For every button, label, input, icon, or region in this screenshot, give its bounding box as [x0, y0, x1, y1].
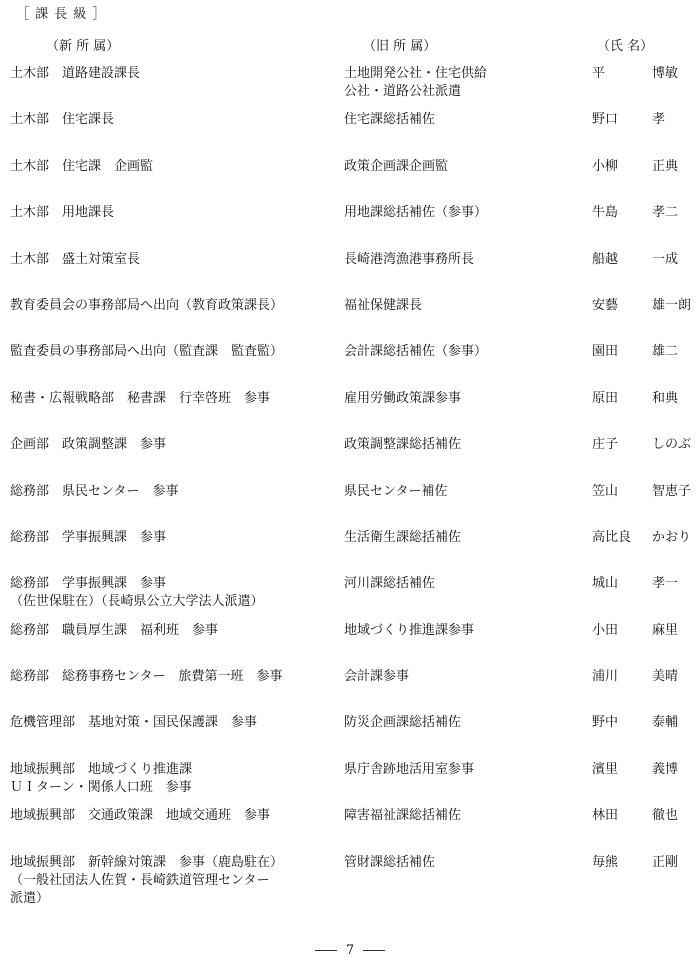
given-name: 孝一: [652, 576, 679, 592]
new-affiliation-line: 派遣）: [10, 890, 50, 906]
table-row: [0, 528, 700, 574]
new-affiliation: [10, 251, 335, 269]
new-affiliation: [10, 807, 335, 825]
new-affiliation-line: 総務部 総務事務センター 旅費第一班 参事: [10, 669, 283, 685]
old-affiliation-line: 福祉保健課長: [344, 297, 423, 313]
surname: 笠山: [592, 483, 619, 499]
new-affiliation-line: （一般社団法人佐賀・長崎鉄道管理センター: [10, 872, 270, 888]
old-affiliation: [344, 714, 584, 732]
old-affiliation-line: 用地課総括補佐（参事）: [344, 205, 488, 221]
given-name: 正剛: [652, 854, 679, 870]
new-affiliation-line: 危機管理部 基地対策・国民保護課 参事: [10, 715, 258, 731]
table-row: [0, 157, 700, 203]
new-affiliation-line: 土木部 道路建設課長: [10, 66, 141, 81]
table-row: [0, 110, 700, 156]
new-affiliation: [10, 761, 335, 797]
new-affiliation: [10, 714, 335, 732]
new-affiliation: [10, 483, 335, 501]
surname: 庄子: [592, 437, 619, 453]
surname: 浦川: [592, 669, 619, 685]
given-name: 和典: [652, 390, 679, 406]
old-affiliation-line: 会計課参事: [344, 669, 410, 685]
surname: 野中: [592, 715, 619, 731]
new-affiliation-line: 企画部 政策調整課 参事: [10, 437, 167, 453]
new-affiliation-line: 総務部 職員厚生課 福利班 参事: [10, 622, 219, 638]
new-affiliation-line: ＵＩターン・関係人口班 参事: [10, 779, 192, 795]
new-affiliation: [10, 111, 335, 129]
old-affiliation-line: 防災企画課総括補佐: [344, 715, 462, 731]
old-affiliation-line: 政策企画課企画監: [344, 158, 449, 174]
new-affiliation-line: 土木部 盛土対策室長: [10, 251, 141, 267]
given-name: 雄一朗: [652, 297, 692, 313]
old-affiliation: [344, 390, 584, 408]
new-affiliation: [10, 158, 335, 176]
table-row: [0, 621, 700, 667]
new-affiliation-line: 土木部 住宅課長: [10, 112, 115, 128]
given-name: 徹也: [652, 808, 679, 824]
header-new-affiliation: （新 所 属）: [46, 39, 120, 54]
given-name: 泰輔: [652, 715, 679, 731]
table-row: [0, 667, 700, 713]
old-affiliation: [344, 483, 584, 501]
table-row: [0, 853, 700, 906]
old-affiliation: [344, 436, 584, 454]
surname: 平: [592, 66, 606, 81]
old-affiliation-line: 県民センター補佐: [344, 483, 448, 499]
new-affiliation: [10, 436, 335, 454]
new-affiliation-line: 教育委員会の事務部局へ出向（教育政策課長）: [10, 297, 284, 313]
old-affiliation-line: 会計課総括補佐（参事）: [344, 344, 488, 360]
table-row: [0, 250, 700, 296]
surname: 濱里: [592, 761, 619, 777]
given-name: 雄二: [652, 344, 679, 360]
new-affiliation: [10, 854, 335, 908]
given-name: 孝二: [652, 205, 679, 221]
new-affiliation: [10, 575, 335, 611]
table-row: [0, 342, 700, 388]
personnel-table: [0, 64, 700, 906]
old-affiliation: [344, 65, 584, 101]
old-affiliation-line: 生活衛生課総括補佐: [344, 529, 462, 545]
given-name: かおり: [652, 529, 692, 545]
given-name: 義博: [652, 761, 679, 777]
table-row: [0, 482, 700, 528]
given-name: 一成: [652, 251, 679, 267]
old-affiliation-line: 住宅課総括補佐: [344, 112, 436, 128]
given-name: 麻里: [652, 622, 679, 638]
old-affiliation: [344, 297, 584, 315]
page-number: 7: [345, 943, 355, 958]
table-row: [0, 713, 700, 759]
table-row: [0, 296, 700, 342]
old-affiliation-line: 地域づくり推進課参事: [344, 622, 475, 638]
surname: 野口: [592, 112, 619, 128]
new-affiliation-line: （佐世保駐在）（長崎県公立大学法人派遣）: [10, 594, 264, 610]
section-title: ［ 課 長 級 ］: [16, 7, 107, 22]
old-affiliation-line: 管財課総括補佐: [344, 854, 436, 870]
new-affiliation-line: 地域振興部 新幹線対策課 参事（鹿島駐在）: [10, 854, 284, 870]
new-affiliation-line: 地域振興部 地域づくり推進課: [10, 761, 193, 777]
old-affiliation-line: 土地開発公社・住宅供給: [344, 66, 488, 81]
old-affiliation: [344, 343, 584, 361]
table-row: [0, 435, 700, 481]
new-affiliation: [10, 390, 335, 408]
new-affiliation: [10, 204, 335, 222]
old-affiliation: [344, 158, 584, 176]
new-affiliation-line: 秘書・広報戦略部 秘書課 行幸啓班 参事: [10, 390, 271, 406]
surname: 小柳: [592, 158, 619, 174]
old-affiliation-line: 政策調整課総括補佐: [344, 437, 462, 453]
given-name: 智恵子: [652, 483, 692, 499]
header-name: （氏 名）: [597, 39, 654, 54]
surname: 小田: [592, 622, 619, 638]
footer-dash-left: [315, 950, 337, 951]
new-affiliation-line: 地域振興部 交通政策課 地域交通班 参事: [10, 808, 271, 824]
page-footer: [0, 942, 700, 960]
given-name: しのぶ: [652, 437, 692, 453]
new-affiliation: [10, 297, 335, 315]
old-affiliation: [344, 854, 584, 872]
surname: 牛島: [592, 205, 619, 221]
new-affiliation-line: 総務部 学事振興課 参事: [10, 529, 167, 545]
footer-dash-right: [363, 950, 385, 951]
given-name: 美晴: [652, 669, 679, 685]
old-affiliation-line: 県庁舎跡地活用室参事: [344, 761, 475, 777]
new-affiliation-line: 土木部 住宅課 企画監: [10, 158, 154, 174]
surname: 原田: [592, 390, 619, 406]
old-affiliation-line: 長崎港湾漁港事務所長: [344, 251, 475, 267]
old-affiliation: [344, 761, 584, 779]
old-affiliation: [344, 251, 584, 269]
new-affiliation-line: 土木部 用地課長: [10, 205, 115, 221]
old-affiliation: [344, 529, 584, 547]
old-affiliation: [344, 204, 584, 222]
old-affiliation: [344, 575, 584, 593]
new-affiliation-line: 監査委員の事務部局へ出向（監査課 監査監）: [10, 344, 284, 360]
given-name: 博敏: [652, 66, 679, 81]
old-affiliation: [344, 622, 584, 640]
new-affiliation: [10, 668, 335, 686]
table-row: [0, 574, 700, 620]
table-row: [0, 389, 700, 435]
given-name: 正典: [652, 158, 679, 174]
old-affiliation-line: 雇用労働政策課参事: [344, 390, 462, 406]
new-affiliation-line: 総務部 県民センター 参事: [10, 483, 179, 499]
surname: 園田: [592, 344, 619, 360]
given-name: 孝: [652, 112, 666, 128]
old-affiliation-line: 障害福祉課総括補佐: [344, 808, 462, 824]
table-row: [0, 760, 700, 806]
table-row: [0, 806, 700, 852]
old-affiliation: [344, 111, 584, 129]
old-affiliation-line: 公社・道路公社派遣: [344, 84, 462, 99]
new-affiliation: [10, 622, 335, 640]
new-affiliation: [10, 343, 335, 361]
old-affiliation: [344, 668, 584, 686]
new-affiliation: [10, 529, 335, 547]
surname: 毎熊: [592, 854, 619, 870]
old-affiliation-line: 河川課総括補佐: [344, 576, 436, 592]
surname: 城山: [592, 576, 619, 592]
table-row: [0, 64, 700, 110]
new-affiliation-line: 総務部 学事振興課 参事: [10, 576, 167, 592]
surname: 安藝: [592, 297, 619, 313]
new-affiliation: [10, 65, 335, 83]
surname: 船越: [592, 251, 619, 267]
surname: 高比良: [592, 529, 632, 545]
old-affiliation: [344, 807, 584, 825]
surname: 林田: [592, 808, 619, 824]
header-old-affiliation: （旧 所 属）: [363, 39, 437, 54]
table-row: [0, 203, 700, 249]
